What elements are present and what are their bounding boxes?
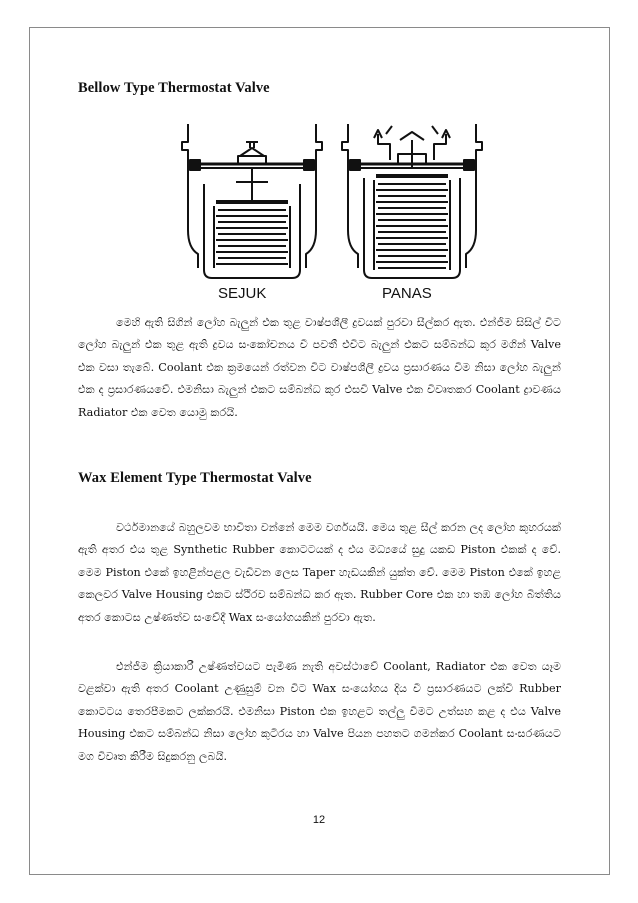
caption-panas: PANAS <box>382 285 432 302</box>
paragraph-bellow: මෙහි ඇති සිගින් ලෝහ බැලුන් එක තුළ වාෂ්පශීලී ද්‍රවයක් පුරවා සීල්කර ඇත. එන්ජිම සිසිල් විට ලෝහ බැලුන් එක තුළ ඇති ද්‍රවය සංකෝචනය වී පවතී එවිට බැලුන් එකට සම්බන්ධ කුර මගින් Valve එක වසා තැබේ. Coolant එක ක්‍රමයෙන් රත්වන විට වාෂ්පශීලී ද්‍රවය ප්‍රසාරණය වීම නිසා ලෝහ බැලුන් එක ද ප්‍රසාරණයවේ. එමනිසා බැලුන් එකට සම්බන්ධ කුර එසවී Valve එක විවෘතකර Coolant ද්‍රාවණය Radiator එක වෙත යොමු කරයි. <box>78 316 561 419</box>
section-heading-wax: Wax Element Type Thermostat Valve <box>78 470 312 486</box>
open-valve-diagram <box>342 124 482 278</box>
section-heading-bellow: Bellow Type Thermostat Valve <box>78 80 270 96</box>
thermostat-figure <box>178 120 490 302</box>
closed-valve-diagram <box>182 124 322 278</box>
page-number: 12 <box>312 814 326 826</box>
paragraph-wax-1: වර්ථමානයේ බහුලවම භාවිතා වන්නේ මෙම වර්ගයයි. මෙය තුළ සීල් කරන ලද ලෝහ කුහරයක් ඇති අතර එය තුළ Synthetic Rubber කොටටයක් ද එය මධ්‍යයේ සුදු යකඩ Piston එකක් ද වේ. මෙම Piston එකේ ඉහළින්පළල වැඩිවන ලෙස Taper හැඩයකින් යුක්ත වේ. මෙම Piston එකේ ඉහළ කෙලවර Valve Housing එකට ස්ථිරව සම්බන්ධ කර ඇත. Rubber Core එක හා තඹ ලෝහ බිත්තිය අතර කොටස උෂ්ණත්ව සංවේදී Wax සංයෝගයකින් පුරවා ඇත. <box>78 521 561 624</box>
caption-sejuk: SEJUK <box>218 285 267 302</box>
paragraph-wax-2: එන්ජිම ක්‍රියාකාරී උෂ්ණත්වයට පැමිණ නැති අවස්ථාවේ Coolant, Radiator එක වෙත යෑම වළක්වා ඇති අතර Coolant උණුසුම් වන විට Wax සංයෝගය දිය වී ප්‍රසාරණයට ලක්වී Rubber කොටටය තෙරපීමකට ලක්කරයි. එමනිසා Piston එක ඉහළට තල්ලු වීමට උත්සහ කළ ද එය Valve Housing එකට සම්බන්ධ නිසා ලෝහ කුටිරය හා Valve පියන පහතට ගමන්කර Coolant සංසරණයට මග විවෘත කිරීම සිදුකරනු ලබයි. <box>78 660 561 763</box>
